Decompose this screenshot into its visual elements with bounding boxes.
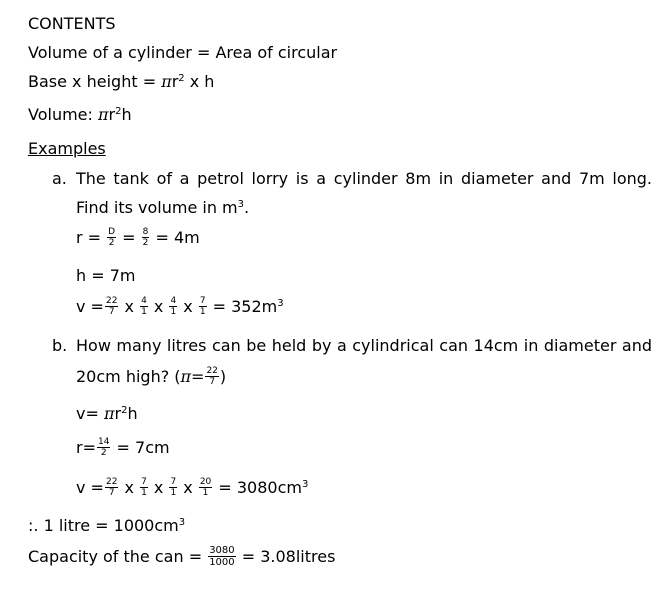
denominator: 2 — [108, 238, 115, 248]
example-b-question-line-2 — [76, 367, 226, 388]
example-a-radius-calc — [76, 228, 200, 249]
numerator: D — [108, 227, 116, 237]
denominator: 2 — [100, 448, 107, 458]
denominator: 1 — [170, 488, 177, 498]
volume-formula — [28, 105, 132, 125]
fraction-22-over-7 — [205, 366, 218, 387]
page-title: CONTENTS — [28, 14, 116, 33]
example-a-height: h = 7m — [76, 266, 136, 285]
pi-equals: π= — [180, 367, 205, 386]
h-symbol: h — [127, 404, 138, 423]
times: x — [119, 297, 140, 316]
v-prefix: v = — [76, 297, 104, 316]
v-prefix: v= — [76, 404, 104, 423]
numerator: 4 — [170, 296, 177, 306]
example-a-volume-calc — [76, 297, 284, 318]
fraction — [169, 296, 177, 317]
example-b-volume-calc — [76, 478, 308, 499]
capacity-label: Capacity of the can = — [28, 547, 208, 566]
v-prefix: v = — [76, 478, 104, 497]
pi-symbol: π — [97, 105, 109, 124]
denominator: 1 — [199, 307, 206, 317]
fraction — [169, 477, 177, 498]
exponent-3: 3 — [301, 479, 309, 490]
volume-label: Volume: — [28, 105, 98, 124]
example-a-question-line-2 — [76, 198, 249, 218]
exponent-2: 2 — [121, 405, 128, 416]
exponent-3: 3 — [277, 298, 284, 309]
pi-symbol: π — [103, 404, 115, 423]
fraction — [105, 477, 118, 498]
def2-tail: x h — [184, 72, 215, 91]
times: x — [148, 478, 169, 497]
denominator: 2 — [142, 238, 149, 248]
definition-line-2 — [28, 72, 214, 92]
numerator: 14 — [97, 437, 110, 447]
radius-result: = 7cm — [111, 438, 170, 457]
volume-result: = 352m — [207, 297, 278, 316]
pi-symbol: π — [161, 72, 172, 91]
denominator: 7 — [108, 307, 115, 317]
equals: = — [117, 228, 141, 247]
numerator: 7 — [199, 296, 206, 306]
r-prefix: r = — [76, 228, 107, 247]
fraction — [105, 296, 118, 317]
example-a-marker: a. — [52, 169, 67, 188]
denominator: 7 — [209, 377, 216, 387]
denominator: 1 — [141, 488, 147, 498]
question-text: Find its volume in m — [76, 198, 238, 217]
numerator: 7 — [170, 477, 177, 487]
numerator: 8 — [142, 227, 149, 237]
times: x — [178, 297, 198, 316]
fraction-8-over-2 — [142, 227, 150, 248]
example-b-volume-formula — [76, 404, 138, 424]
denominator: 7 — [108, 488, 115, 498]
radius-result: = 4m — [150, 228, 200, 247]
fraction-14-over-2 — [97, 437, 110, 458]
numerator: 3080 — [209, 545, 235, 556]
definition-line-1: Volume of a cylinder = Area of circular — [28, 43, 338, 62]
capacity-line — [28, 546, 335, 569]
denominator: 1 — [170, 307, 177, 317]
numerator: 22 — [105, 296, 118, 306]
denominator: 1 — [202, 488, 209, 498]
h-symbol: h — [121, 105, 132, 124]
denominator: 1 — [141, 307, 147, 317]
volume-result: = 3080cm — [213, 478, 302, 497]
example-b-question-line-1: How many litres can be held by a cylindrical can 14cm in diameter and — [76, 336, 652, 355]
capacity-result: = 3.08litres — [236, 547, 336, 566]
numerator: 22 — [206, 366, 218, 376]
fraction — [140, 296, 148, 317]
numerator: 20 — [199, 477, 212, 487]
r-symbol: r — [171, 72, 179, 91]
fraction — [199, 296, 207, 317]
exponent-2: 2 — [178, 73, 185, 84]
def2-text: Base x height = — [28, 72, 162, 91]
times: x — [119, 478, 140, 497]
denominator: 1000 — [209, 557, 235, 568]
period: . — [244, 198, 250, 217]
exponent-3: 3 — [178, 517, 186, 528]
close-paren: ) — [219, 367, 227, 386]
numerator: 7 — [141, 477, 147, 487]
numerator: 22 — [105, 477, 118, 487]
exponent-3: 3 — [237, 199, 244, 210]
fraction — [199, 477, 212, 498]
times: x — [148, 297, 169, 316]
times: x — [178, 478, 198, 497]
exponent-2: 2 — [115, 106, 122, 117]
r-prefix: r= — [76, 438, 96, 457]
fraction — [140, 477, 148, 498]
r-symbol: r — [114, 404, 122, 423]
example-b-marker: b. — [52, 336, 68, 355]
fraction-3080-over-1000 — [208, 545, 235, 568]
example-b-radius-calc — [76, 438, 170, 459]
r-symbol: r — [108, 105, 116, 124]
example-a-question-line-1: The tank of a petrol lorry is a cylinder 8m in diameter and 7m long. — [76, 169, 652, 188]
litre-conversion: :. 1 litre = 1000cm — [28, 516, 179, 535]
fraction-d-over-2 — [107, 227, 116, 248]
therefore-line — [28, 516, 185, 536]
numerator: 4 — [141, 296, 147, 306]
question-text: 20cm high? ( — [76, 367, 181, 386]
examples-heading: Examples — [28, 139, 106, 158]
